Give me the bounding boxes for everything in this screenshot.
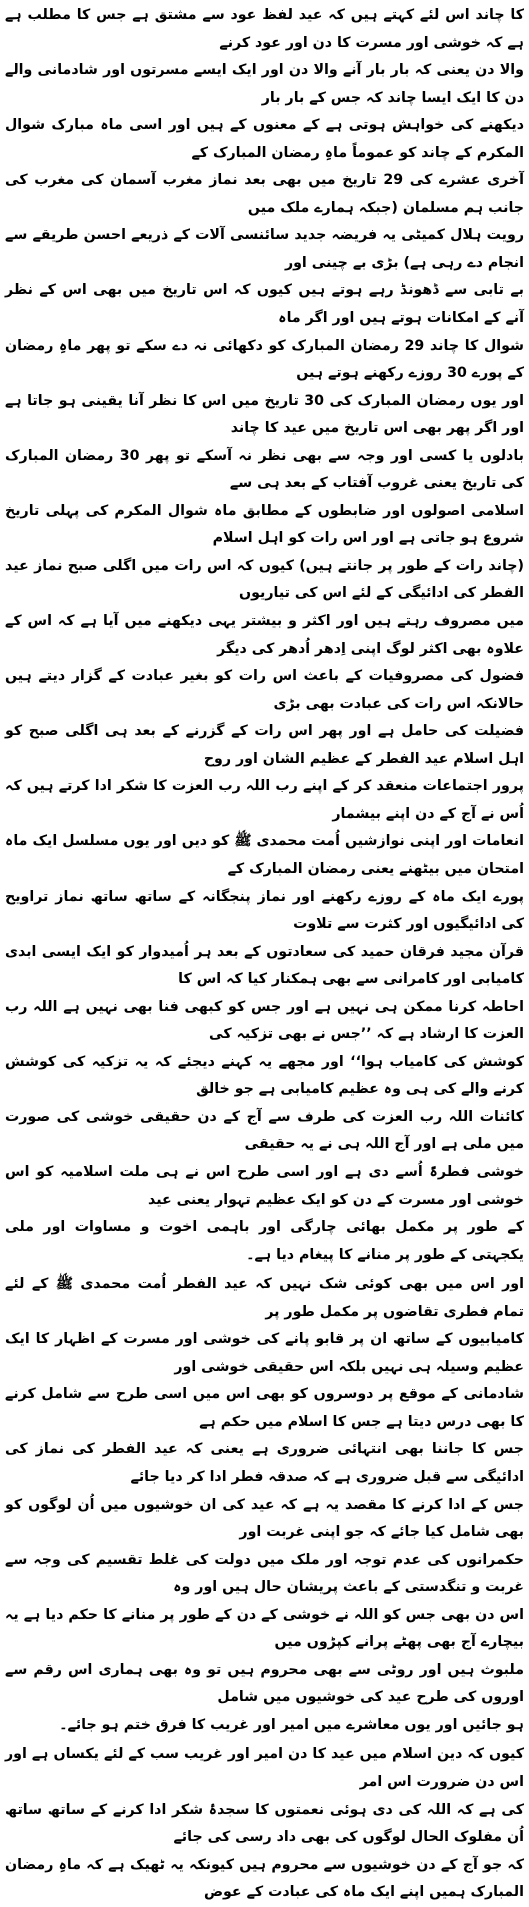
article-body — [5, 2, 524, 1907]
paragraph: کا چاند اس لئے کہتے ہیں کہ عید لفظ عود سے مشتق ہے جس کا مطلب ہے ہے کہ خوشی اور مسرت کا دن اور عود کرنے والا دن یعنی کہ بار بار آنے والا دن اور ایک ایسے مسرتوں اور شادمانی والے دن کا ایک ایسا چاند کہ جس کے بار بار دیکھنے کی خواہش ہوتی ہے کے معنوں کے ہیں اور اسی ماہ مبارک شوال المکرم کے چاند کو عموماً ماہِ رمضان المبارک کے آخری عشرے کی 29 تاریخ میں بھی بعد نماز مغرب آسمان کی مغرب کی جانب ہم مسلمان (جبکہ ہمارے ملک میں رویت ہلال کمیٹی یہ فریضہ جدید سائنسی آلات کے ذریعے احسن طریقے سے انجام دے رہی ہے) بڑی بے چینی اور بے تابی سے ڈھونڈ رہے ہوتے ہیں کیوں کہ اس تاریخ میں بھی اس کے نظر آنے کے امکانات ہوتے ہیں اور اگر ماہ شوال کا چاند 29 رمضان المبارک کو دکھائی نہ دے سکے تو پھر ماہِ رمضان کے پورے 30 روزے رکھنے ہوتے ہیں اور یوں رمضان المبارک کی 30 تاریخ میں اس کا نظر آنا یقینی ہو جاتا ہے اور اگر پھر بھی اس تاریخ میں عید کا چاند بادلوں یا کسی اور وجہ سے بھی نظر نہ آسکے تو پھر 30 رمضان المبارک کی تاریخ یعنی غروب آفتاب کے بعد ہی سے اسلامی اصولوں اور ضابطوں کے مطابق ماہ شوال المکرم کی پہلی تاریخ شروع ہو جاتی ہے اور اس رات کو اہل اسلام (چاند رات کے طور پر جانتے ہیں) کیوں کہ اس رات میں اگلی صبح نماز عید الفطر کی ادائیگی کے لئے اس کی تیاریوں میں مصروف رہتے ہیں اور اکثر و بیشتر یہی دیکھنے میں آیا ہے کہ اس کے علاوہ بھی اکثر لوگ اپنی اِدھر اُدھر کی دیگر فضول کی مصروفیات کے باعث اس رات کو بغیر عبادت کے گزار دیتے ہیں حالانکہ اس رات کی عبادت بھی بڑی فضیلت کی حامل ہے اور پھر اس رات کے گزرنے کے بعد ہی اگلی صبح کو اہل اسلام عید الفطر کے عظیم الشان اور روح پرور اجتماعات منعقد کر کے اپنے رب اللہ رب العزت کا شکر ادا کرتے ہیں کہ اُس نے آج کے دن اپنے بیشمار انعامات اور اپنی نوازشیں اُمت محمدی ﷺ کو دیں اور یوں مسلسل ایک ماہ امتحان میں بیٹھنے یعنی رمضان المبارک کے پورے ایک ماہ کے روزے رکھنے اور نماز پنجگانہ کے ساتھ ساتھ نماز تراویح کی ادائیگیوں اور کثرت سے تلاوت قرآن مجید فرقان حمید کی سعادتوں کے بعد ہر اُمیدوار کو ایک ایسی ابدی کامیابی اور کامرانی سے بھی ہمکنار کیا کہ اس کا احاطہ کرنا ممکن ہی نہیں ہے اور جس کو کبھی فنا بھی نہیں ہے اللہ رب العزت کا ارشاد ہے کہ ’’جس نے بھی تزکیہ کی کوشش کی کامیاب ہوا‘‘ اور مجھے یہ کہنے دیجئے کہ یہ تزکیہ کی کوشش کرنے والے کی ہی وہ عظیم کامیابی ہے جو خالق کائنات اللہ رب العزت کی طرف سے آج کے دن حقیقی خوشی کی صورت میں ملی ہے اور آج اللہ ہی نے یہ حقیقی خوشی فطرۃً اُسے دی ہے اور اسی طرح اس نے ہی ملت اسلامیہ کو اس خوشی اور مسرت کے دن کو ایک عظیم تہوار یعنی عید کے طور پر مکمل بھائی چارگی اور باہمی اخوت و مساوات اور ملی یکجہتی کے طور پر منانے کا پیغام دیا ہے۔ — [5, 7, 524, 1263]
paragraph: کیوں کہ دین اسلام میں عید کا دن امیر اور غریب سب کے لئے یکساں ہے اور اس دن ضرورت اس امر کی ہے کہ اللہ کی دی ہوئی نعمتوں کا سجدۂ شکر ادا کرنے کے ساتھ ساتھ اُن مفلوک الحال لوگوں کی بھی داد رسی کی جائے کہ جو آج کے دن خوشیوں سے محروم ہیں کیونکہ یہ ٹھیک ہے کہ ماہِ رمضان المبارک ہمیں اپنے ایک ماہ کی عبادت کے عوض — [5, 1746, 524, 1901]
paragraph: اور اس میں بھی کوئی شک نہیں کہ عید الفطر اُمت محمدی ﷺ کے لئے تمام فطری تقاضوں پر مکمل طور پر کامیابیوں کے ساتھ ان پر قابو پانے کی خوشی اور مسرت کے اظہار کا ایک عظیم وسیلہ ہی نہیں بلکہ اس حقیقی خوشی اور شادمانی کے موقع پر دوسروں کو بھی اس میں اسی طرح سے شامل کرنے کا بھی درس دیتا ہے جس کا اسلام میں حکم ہے جس کا جاننا بھی انتہائی ضروری ہے یعنی کہ عید الفطر کی نماز کی ادائیگی سے قبل ضروری ہے کہ صدقہ فطر ادا کر دیا جائے جس کے ادا کرنے کا مقصد یہ ہے کہ عید کی ان خوشیوں میں اُن لوگوں کو بھی شامل کیا جائے کہ جو اپنی غربت اور حکمرانوں کی عدم توجہ اور ملک میں دولت کی غلط تقسیم کی وجہ سے غربت و تنگدستی کے باعث پریشان حال ہیں اور وہ اس دن بھی جس کو اللہ نے خوشی کے دن کے طور پر منانے کا حکم دیا ہے یہ بیچارے آج بھی پھٹے پرانے کپڑوں میں ملبوث ہیں اور روٹی سے بھی محروم ہیں تو وہ بھی ہماری اس رقم سے اوروں کی طرح عید کی خوشیوں میں شامل ہو جائیں اور یوں معاشرے میں امیر اور غریب کا فرق ختم ہو جائے۔ — [5, 1276, 524, 1733]
